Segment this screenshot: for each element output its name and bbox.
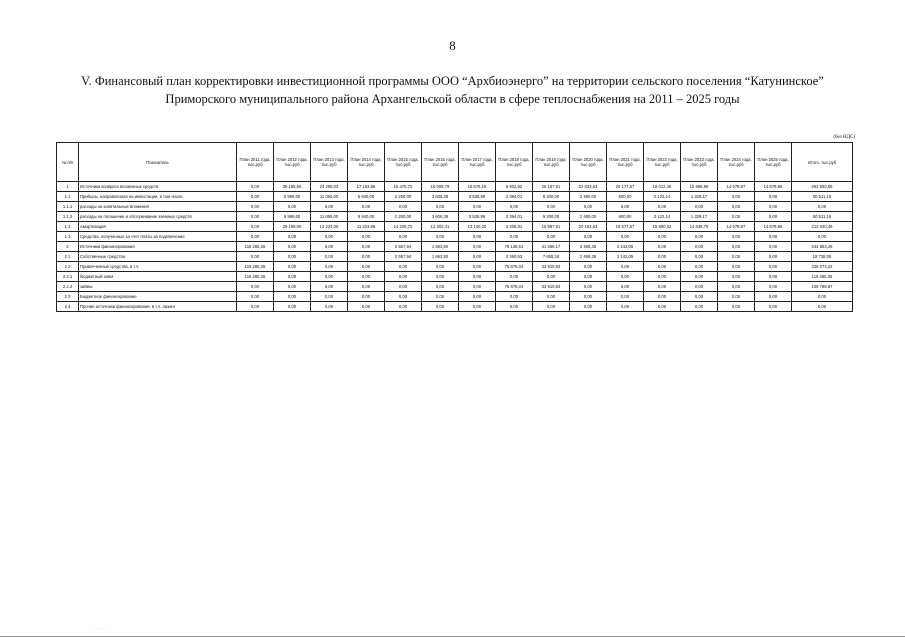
value-cell: 0,00 [348, 232, 385, 242]
value-cell: 0,00 [496, 232, 533, 242]
value-cell: 0,00 [681, 202, 718, 212]
row-number-cell: 2.3 [57, 292, 79, 302]
page-bottom-rule [0, 636, 905, 637]
value-cell: 3 208,91 [496, 222, 533, 232]
row-number-cell: 1.3 [57, 232, 79, 242]
value-cell: 0,00 [644, 282, 681, 292]
table-row [57, 202, 853, 212]
value-cell: 0,00 [755, 192, 792, 202]
value-cell: 14 678,87 [718, 222, 755, 232]
value-cell: 0,00 [459, 242, 496, 252]
value-cell: 0,00 [755, 212, 792, 222]
value-cell: 0,00 [792, 232, 853, 242]
value-cell: 13 223,00 [311, 222, 348, 232]
value-cell: 0,00 [570, 272, 607, 282]
value-cell: 2 250,00 [385, 212, 422, 222]
value-cell: 0,00 [681, 232, 718, 242]
indicator-cell: Бюджетное финансирование [79, 292, 237, 302]
value-cell: 0,00 [459, 272, 496, 282]
value-cell: 7 655,34 [533, 252, 570, 262]
value-cell: 15 987,81 [533, 222, 570, 232]
value-cell: 0,00 [274, 302, 311, 312]
value-cell: 0,00 [348, 292, 385, 302]
row-number-cell: 1.1 [57, 192, 79, 202]
table-row [57, 282, 853, 292]
table-row [57, 292, 853, 302]
value-cell: 0,00 [718, 212, 755, 222]
value-cell: 14 678,86 [755, 182, 792, 192]
value-cell: 1 663,80 [422, 242, 459, 252]
column-header: План 2012 года, тыс.руб [274, 143, 311, 182]
table-row [57, 182, 853, 192]
value-cell: 0,00 [570, 292, 607, 302]
column-header: План 2024 года, тыс.руб [718, 143, 755, 182]
value-cell: 18 012,46 [644, 182, 681, 192]
value-cell: 0,00 [237, 232, 274, 242]
value-cell: 33 910,83 [533, 282, 570, 292]
value-cell: 0,00 [718, 292, 755, 302]
value-cell: 41 566,17 [533, 242, 570, 252]
value-cell: 0,00 [311, 242, 348, 252]
value-cell: 0,00 [644, 292, 681, 302]
value-cell: 0,00 [755, 232, 792, 242]
value-cell: 11 065,00 [311, 192, 348, 202]
value-cell: 0,00 [718, 242, 755, 252]
column-header: План 2022 года, тыс.руб [644, 143, 681, 182]
value-cell: 0,00 [607, 272, 644, 282]
table-row [57, 252, 853, 262]
value-cell: 78 138,51 [496, 242, 533, 252]
value-cell: 2 557,94 [385, 242, 422, 252]
value-cell: 3 535,99 [459, 192, 496, 202]
column-header: Итого, тыс.руб [792, 143, 853, 182]
value-cell: 0,00 [755, 242, 792, 252]
value-cell: 15 968,96 [681, 182, 718, 192]
column-header: План 2018 года, тыс.руб [496, 143, 533, 182]
value-cell: 6 602,92 [496, 182, 533, 192]
value-cell: 0,00 [237, 212, 274, 222]
table-header-row [57, 143, 853, 182]
value-cell: 0,00 [533, 302, 570, 312]
value-cell: 0,00 [718, 282, 755, 292]
indicator-cell: Собственные средства [79, 252, 237, 262]
indicator-cell: Средства, полученные за счет платы за подключение [79, 232, 237, 242]
indicator-cell: бюджетный заём [79, 272, 237, 282]
value-cell: 0,00 [496, 272, 533, 282]
value-cell: 0,00 [607, 282, 644, 292]
value-cell: 9 200,00 [533, 192, 570, 202]
value-cell: 0,00 [311, 302, 348, 312]
value-cell: 5 940,00 [348, 212, 385, 222]
value-cell: 0,00 [533, 292, 570, 302]
value-cell: 0,00 [755, 302, 792, 312]
value-cell: 0,00 [681, 292, 718, 302]
row-number-cell: 2.2.2 [57, 282, 79, 292]
value-cell: 0,00 [718, 252, 755, 262]
value-cell: 0,00 [348, 302, 385, 312]
indicator-cell: Источники возврата вложенных средств [79, 182, 237, 192]
value-cell: 0,00 [237, 282, 274, 292]
value-cell: 0,00 [607, 302, 644, 312]
value-cell: 3 606,38 [422, 192, 459, 202]
value-cell: 11 065,00 [311, 212, 348, 222]
value-cell: 12 402,41 [422, 222, 459, 232]
value-cell: 3 606,38 [422, 212, 459, 222]
value-cell: 0,00 [422, 202, 459, 212]
value-cell: 24 298,03 [311, 182, 348, 192]
value-cell: 22 633,63 [570, 182, 607, 192]
value-cell: 0,00 [385, 232, 422, 242]
value-cell: 0,00 [681, 302, 718, 312]
value-cell: 0,00 [644, 272, 681, 282]
value-cell: 0,00 [348, 272, 385, 282]
value-cell: 0,00 [496, 292, 533, 302]
table-row [57, 192, 853, 202]
row-number-cell: 1.2 [57, 222, 79, 232]
table-row [57, 242, 853, 252]
value-cell: 5 986,60 [274, 192, 311, 202]
row-number-cell: 1.1.2 [57, 212, 79, 222]
value-cell: 19 738,06 [792, 252, 853, 262]
value-cell: 0,00 [274, 282, 311, 292]
value-cell: 0,00 [570, 262, 607, 272]
row-number-cell: 2.2 [57, 262, 79, 272]
value-cell: 116 285,35 [792, 272, 853, 282]
value-cell: 0,00 [385, 302, 422, 312]
value-cell: 0,00 [718, 272, 755, 282]
value-cell: 0,00 [681, 242, 718, 252]
table-row [57, 272, 853, 282]
column-header: План 2014 года, тыс.руб [348, 143, 385, 182]
value-cell: 116 285,35 [237, 242, 274, 252]
value-cell: 0,00 [533, 202, 570, 212]
value-cell: 0,00 [422, 232, 459, 242]
value-cell: 244 853,28 [792, 242, 853, 252]
value-cell: 0,00 [718, 192, 755, 202]
value-cell: 0,00 [385, 292, 422, 302]
indicator-cell: Привлеченные средства, в т.ч. [79, 262, 237, 272]
value-cell: 0,00 [348, 202, 385, 212]
column-header: План 2017 года, тыс.руб [459, 143, 496, 182]
value-cell: 600,00 [607, 212, 644, 222]
indicator-cell: Источники финансирования [79, 242, 237, 252]
title-line-2: Приморского муниципального района Архангельской области в сфере теплоснабжения на 2011 – 2025 годы [165, 92, 740, 106]
value-cell: 0,00 [311, 202, 348, 212]
value-cell: 0,00 [385, 282, 422, 292]
value-cell: 0,00 [755, 272, 792, 282]
value-cell: 0,00 [348, 252, 385, 262]
value-cell: 0,00 [237, 182, 274, 192]
value-cell: 1 329,17 [681, 192, 718, 202]
value-cell: 0,00 [644, 202, 681, 212]
row-number-cell: 2 [57, 242, 79, 252]
value-cell: 0,00 [385, 262, 422, 272]
value-cell: 0,00 [755, 262, 792, 272]
column-header: План 2013 года, тыс.руб [311, 143, 348, 182]
row-number-cell: 2.2.1 [57, 272, 79, 282]
value-cell: 0,00 [533, 272, 570, 282]
value-cell: 0,00 [348, 282, 385, 292]
value-cell: 0,00 [570, 282, 607, 292]
value-cell: 0,00 [459, 302, 496, 312]
value-cell: 116 285,35 [237, 272, 274, 282]
value-cell: 0,00 [422, 262, 459, 272]
value-cell: 0,00 [459, 292, 496, 302]
value-cell: 0,00 [718, 202, 755, 212]
value-cell: 5 940,00 [348, 192, 385, 202]
column-header: План 2019 года, тыс.руб [533, 143, 570, 182]
value-cell: 16 008,79 [422, 182, 459, 192]
value-cell: 0,00 [459, 262, 496, 272]
value-cell: 0,00 [385, 202, 422, 212]
column-header: План 2020 года, тыс.руб [570, 143, 607, 182]
value-cell: 0,00 [237, 292, 274, 302]
value-cell: 35 185,60 [274, 182, 311, 192]
column-header: План 2023 года, тыс.руб [681, 143, 718, 182]
value-cell: 0,00 [496, 302, 533, 312]
table-row [57, 232, 853, 242]
value-cell: 11 223,96 [348, 222, 385, 232]
column-header: План 2016 года, тыс.руб [422, 143, 459, 182]
value-cell: 2 480,00 [570, 192, 607, 202]
indicator-cell: расходы на капитальные вложения [79, 202, 237, 212]
table-row [57, 212, 853, 222]
value-cell: 0,00 [311, 272, 348, 282]
value-cell: 0,00 [496, 202, 533, 212]
column-header: Показатель [79, 143, 237, 182]
value-cell: 17 163,96 [348, 182, 385, 192]
scan-mark: · · · · · [94, 627, 108, 632]
value-cell: 0,00 [459, 282, 496, 292]
row-number-cell: 2.1 [57, 252, 79, 262]
value-cell: 15 890,32 [644, 222, 681, 232]
value-cell: 14 678,86 [755, 222, 792, 232]
value-cell: 2 122,14 [644, 192, 681, 202]
indicator-cell: Прочие источники финансирования, в т.ч. лизинг [79, 302, 237, 312]
value-cell: 33 910,83 [533, 262, 570, 272]
value-cell: 3 535,99 [459, 212, 496, 222]
value-cell: 0,00 [755, 292, 792, 302]
value-cell: 0,00 [422, 272, 459, 282]
value-cell: 0,00 [385, 272, 422, 282]
value-cell: 0,00 [755, 252, 792, 262]
value-cell: 0,00 [792, 202, 853, 212]
value-cell: 0,00 [311, 262, 348, 272]
value-cell: 13 140,20 [459, 222, 496, 232]
column-header: План 2011 года, тыс.руб [237, 143, 274, 182]
value-cell: 50 511,19 [792, 212, 853, 222]
value-cell: 116 285,35 [237, 262, 274, 272]
value-cell: 0,00 [607, 262, 644, 272]
value-cell: 0,00 [311, 232, 348, 242]
value-cell: 0,00 [681, 282, 718, 292]
value-cell: 212 040,46 [792, 222, 853, 232]
value-cell: 0,00 [422, 302, 459, 312]
value-cell: 3 260,53 [496, 252, 533, 262]
value-cell: 0,00 [755, 202, 792, 212]
value-cell: 0,00 [459, 252, 496, 262]
value-cell: 0,00 [681, 262, 718, 272]
value-cell: 0,00 [607, 232, 644, 242]
indicator-cell: Прибыль, направленная на инвестиции, в том числе [79, 192, 237, 202]
title-line-1: V. Финансовый план корректировки инвестиционной программы ООО “Архбиоэнерго” на территории сельского поселения “Катунинское” [81, 74, 824, 88]
value-cell: 0,00 [422, 292, 459, 302]
value-cell: 0,00 [681, 272, 718, 282]
value-cell: 0,00 [348, 262, 385, 272]
value-cell: 0,00 [755, 282, 792, 292]
value-cell: 0,00 [792, 302, 853, 312]
value-cell: 0,00 [274, 242, 311, 252]
value-cell: 0,00 [237, 222, 274, 232]
value-cell: 0,00 [274, 272, 311, 282]
value-cell: 2 480,00 [570, 212, 607, 222]
value-cell: 0,00 [792, 292, 853, 302]
value-cell: 0,00 [681, 252, 718, 262]
value-cell: 5 986,60 [274, 212, 311, 222]
value-cell: 2 122,14 [644, 212, 681, 222]
value-cell: 0,00 [237, 192, 274, 202]
value-cell: 0,00 [348, 242, 385, 252]
value-cell: 16 475,70 [385, 182, 422, 192]
unit-note: (без НДС) [833, 135, 855, 140]
value-cell: 25 187,81 [533, 182, 570, 192]
value-cell: 3 394,01 [496, 192, 533, 202]
value-cell: 0,00 [274, 252, 311, 262]
table-row [57, 222, 853, 232]
value-cell: 9 200,00 [533, 212, 570, 222]
value-cell: 0,00 [644, 232, 681, 242]
value-cell: 0,00 [274, 292, 311, 302]
table-body [57, 182, 853, 312]
value-cell: 2 468,38 [570, 252, 607, 262]
value-cell: 0,00 [237, 202, 274, 212]
value-cell: 16 676,19 [459, 182, 496, 192]
value-cell: 0,00 [607, 292, 644, 302]
page-number: 8 [449, 38, 456, 53]
row-number-cell: 1 [57, 182, 79, 192]
row-number-cell: 2.4 [57, 302, 79, 312]
value-cell: 2 142,05 [607, 242, 644, 252]
value-cell: 20 153,63 [570, 222, 607, 232]
value-cell: 0,00 [570, 302, 607, 312]
value-cell: 0,00 [718, 302, 755, 312]
value-cell: 0,00 [422, 282, 459, 292]
value-cell: 262 550,65 [792, 182, 853, 192]
value-cell: 2 468,38 [570, 242, 607, 252]
value-cell: 0,00 [644, 252, 681, 262]
value-cell: 0,00 [718, 232, 755, 242]
value-cell: 0,00 [718, 262, 755, 272]
value-cell: 0,00 [644, 242, 681, 252]
indicator-cell: расходы на погашение и обслуживание заемных средств [79, 212, 237, 222]
value-cell: 0,00 [570, 232, 607, 242]
value-cell: 0,00 [570, 202, 607, 212]
document-title [40, 72, 865, 108]
value-cell: 0,00 [459, 202, 496, 212]
value-cell: 0,00 [533, 232, 570, 242]
value-cell: 600,00 [607, 192, 644, 202]
value-cell: 14 678,87 [718, 182, 755, 192]
row-number-cell: 1.1.1 [57, 202, 79, 212]
column-header: План 2015 года, тыс.руб [385, 143, 422, 182]
value-cell: 29 199,00 [274, 222, 311, 232]
value-cell: 0,00 [274, 232, 311, 242]
value-cell: 3 394,01 [496, 212, 533, 222]
value-cell: 75 878,04 [496, 262, 533, 272]
value-cell: 2 142,05 [607, 252, 644, 262]
value-cell: 20 177,67 [607, 182, 644, 192]
financial-plan-table [56, 142, 853, 312]
value-cell: 0,00 [311, 282, 348, 292]
value-cell: 75 878,04 [496, 282, 533, 292]
indicator-cell: Амортизация [79, 222, 237, 232]
value-cell: 14 225,70 [385, 222, 422, 232]
value-cell: 50 511,19 [792, 192, 853, 202]
value-cell: 0,00 [274, 202, 311, 212]
value-cell: 19 577,67 [607, 222, 644, 232]
value-cell: 226 074,22 [792, 262, 853, 272]
value-cell: 2 250,00 [385, 192, 422, 202]
value-cell: 0,00 [607, 202, 644, 212]
value-cell: 1 329,17 [681, 212, 718, 222]
value-cell: 0,00 [644, 302, 681, 312]
table-row [57, 262, 853, 272]
column-header: № п/п [57, 143, 79, 182]
value-cell: 0,00 [459, 232, 496, 242]
value-cell: 0,00 [644, 262, 681, 272]
value-cell: 109 788,87 [792, 282, 853, 292]
value-cell: 0,00 [274, 262, 311, 272]
indicator-cell: займы [79, 282, 237, 292]
value-cell: 1 663,80 [422, 252, 459, 262]
value-cell: 14 639,79 [681, 222, 718, 232]
table-row [57, 302, 853, 312]
value-cell: 0,00 [237, 252, 274, 262]
column-header: План 2021 года, тыс.руб [607, 143, 644, 182]
column-header: План 2025 года, тыс.руб [755, 143, 792, 182]
value-cell: 2 557,94 [385, 252, 422, 262]
value-cell: 0,00 [237, 302, 274, 312]
value-cell: 0,00 [311, 252, 348, 262]
value-cell: 0,00 [311, 292, 348, 302]
